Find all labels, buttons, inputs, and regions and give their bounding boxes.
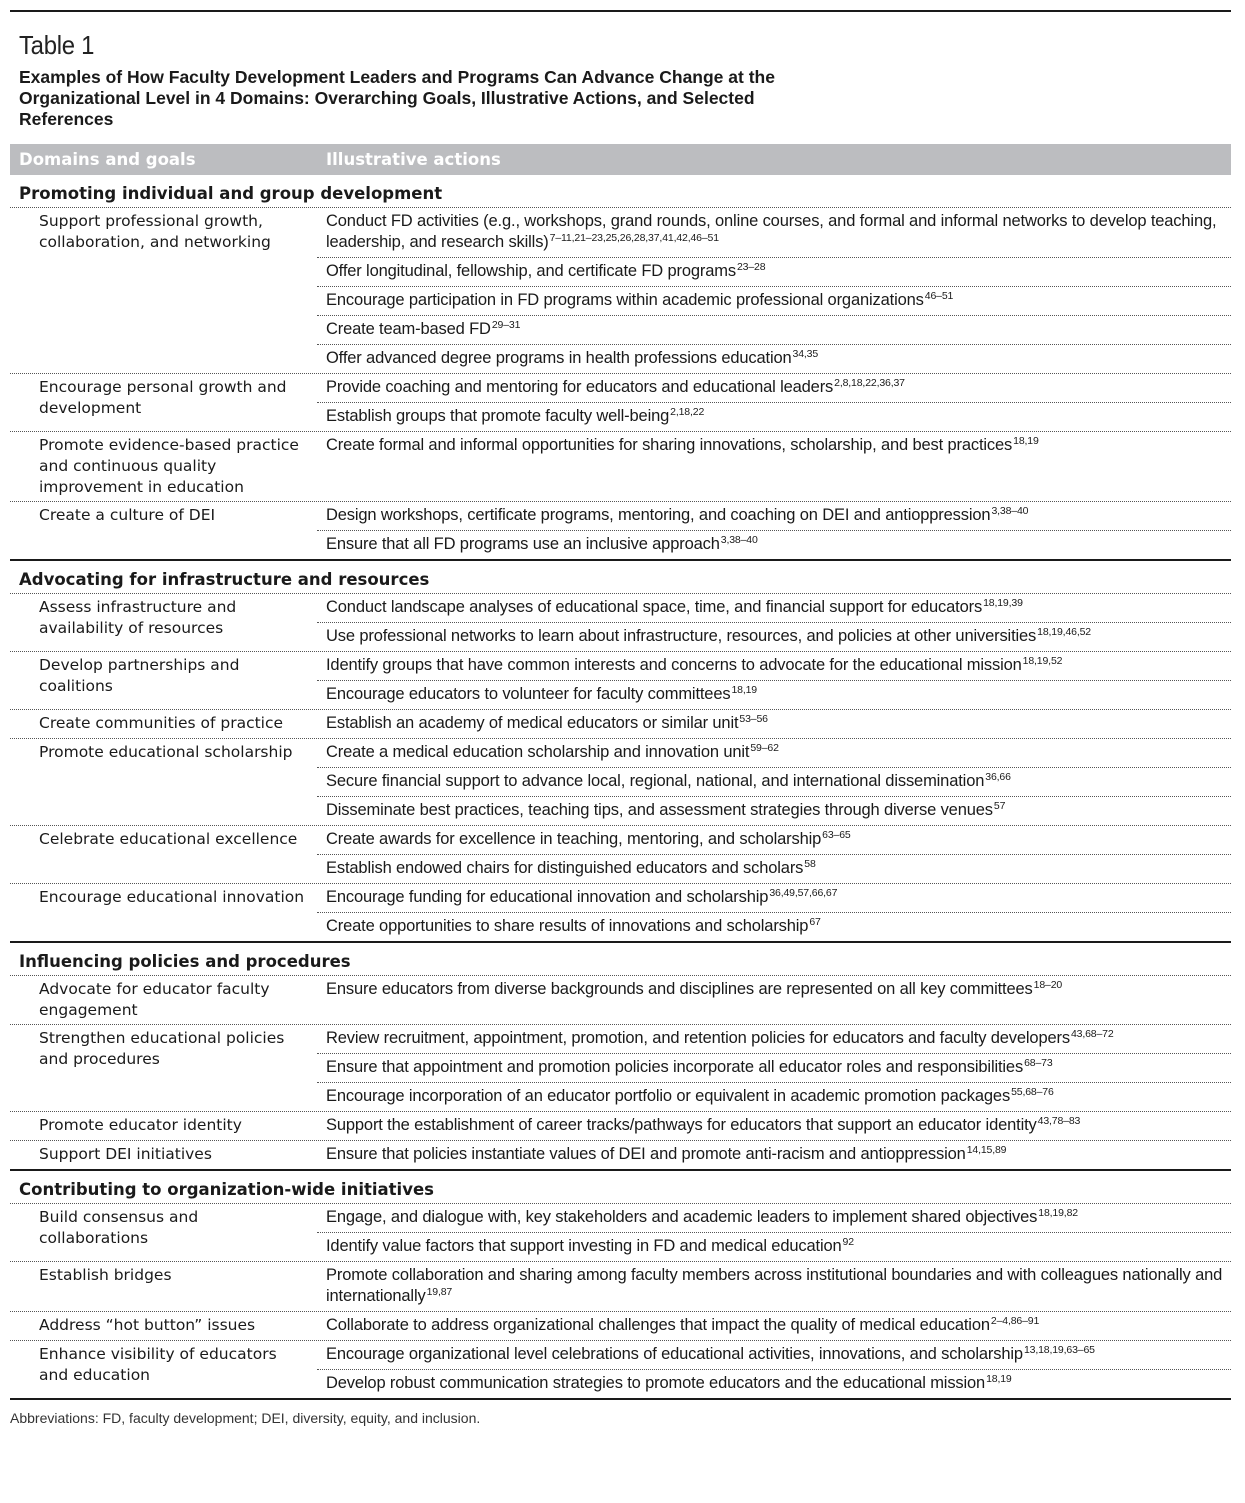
- action-text: Conduct FD activities (e.g., workshops, grand rounds, online courses, and formal and informal networks to develop teaching, leadership, and research skills): [326, 212, 1217, 251]
- goal-label: Create a culture of DEI: [39, 506, 216, 524]
- action-item: [317, 1233, 1231, 1261]
- goal-label: Promote educator identity: [39, 1116, 242, 1134]
- action-text: Secure financial support to advance local, regional, national, and international dissemination: [326, 772, 985, 790]
- action-text: Ensure that appointment and promotion policies incorporate all educator roles and responsibilities: [326, 1058, 1024, 1076]
- table-body: [10, 175, 1231, 1398]
- goal-label: Promote educational scholarship: [39, 743, 293, 761]
- action-text: Establish endowed chairs for distinguished educators and scholars: [326, 859, 804, 877]
- reference-superscript: 7–11,21–23,25,26,28,37,41,42,46–51: [549, 232, 719, 244]
- reference-superscript: 18,19: [731, 684, 757, 696]
- action-item: [317, 345, 1231, 373]
- goal-label: Support professional growth, collaboration, and networking: [39, 212, 271, 251]
- actions-cell: [317, 739, 1231, 825]
- reference-superscript: 2,8,18,22,36,37: [834, 377, 905, 389]
- actions-cell: [317, 1112, 1231, 1140]
- domain-section: [10, 941, 1231, 1169]
- action-item: [317, 913, 1231, 941]
- reference-superscript: 36,49,57,66,67: [769, 887, 838, 899]
- action-item: [317, 432, 1231, 460]
- action-text: Ensure that all FD programs use an inclusive approach: [326, 535, 720, 553]
- action-text: Create formal and informal opportunities for sharing innovations, scholarship, and best practices: [326, 436, 1013, 454]
- action-text: Encourage incorporation of an educator portfolio or equivalent in academic promotion packages: [326, 1087, 1011, 1105]
- reference-superscript: 14,15,89: [966, 1144, 1007, 1156]
- actions-cell: [317, 374, 1231, 431]
- action-text: Conduct landscape analyses of educational space, time, and financial support for educators: [326, 598, 983, 616]
- reference-superscript: 18,19,52: [1022, 655, 1063, 667]
- table-title: Examples of How Faculty Development Leaders and Programs Can Advance Change at the Organizational Level in 4 Domains: Overarching Goals, Illustrative Actions, and Selected References: [19, 67, 775, 129]
- action-text: Promote collaboration and sharing among faculty members across institutional boundaries and with colleagues nationally and internationally: [326, 1266, 1223, 1305]
- goal-label: Strengthen educational policies and procedures: [39, 1029, 285, 1068]
- domain-section: [10, 175, 1231, 559]
- action-text: Collaborate to address organizational challenges that impact the quality of medical education: [326, 1316, 990, 1334]
- action-text: Disseminate best practices, teaching tips, and assessment strategies through diverse venues: [326, 801, 993, 819]
- column-header-actions: Illustrative actions: [326, 150, 501, 169]
- table-row: [10, 710, 1231, 739]
- reference-superscript: 18–20: [1033, 979, 1063, 991]
- actions-cell: [317, 1341, 1231, 1398]
- reference-superscript: 57: [993, 800, 1006, 812]
- goal-label: Celebrate educational excellence: [39, 830, 298, 848]
- actions-cell: [317, 432, 1231, 501]
- domain-heading: Promoting individual and group development: [10, 175, 1231, 208]
- action-item: [317, 652, 1231, 681]
- reference-superscript: 63–65: [822, 829, 851, 841]
- top-rule: [10, 10, 1231, 12]
- table-row: [10, 884, 1231, 941]
- column-header-domains: Domains and goals: [19, 150, 196, 169]
- table-row: [10, 502, 1231, 559]
- table-row: [10, 1312, 1231, 1341]
- reference-superscript: 55,68–76: [1011, 1086, 1054, 1098]
- goal-label: Address “hot button” issues: [39, 1316, 256, 1334]
- table-row: [10, 1341, 1231, 1398]
- goal-label: Support DEI initiatives: [39, 1145, 212, 1163]
- action-item: [317, 1141, 1231, 1169]
- reference-superscript: 18,19,82: [1038, 1207, 1078, 1219]
- action-text: Encourage participation in FD programs within academic professional organizations: [326, 291, 924, 309]
- reference-superscript: 67: [809, 916, 821, 928]
- action-text: Establish groups that promote faculty well-being: [326, 407, 670, 425]
- reference-superscript: 18,19,46,52: [1037, 626, 1091, 638]
- table-row: [10, 739, 1231, 826]
- action-item: [317, 797, 1231, 825]
- table-row: [10, 594, 1231, 652]
- goal-label: Encourage educational innovation: [39, 888, 305, 906]
- action-item: [317, 316, 1231, 345]
- action-item: [317, 855, 1231, 883]
- action-text: Encourage organizational level celebrations of educational activities, innovations, and scholarship: [326, 1345, 1023, 1363]
- actions-cell: [317, 1204, 1231, 1261]
- table-header: [10, 144, 1231, 175]
- reference-superscript: 46–51: [924, 290, 954, 302]
- actions-cell: [317, 208, 1231, 373]
- goal-label: Develop partnerships and coalitions: [39, 656, 240, 695]
- actions-cell: [317, 1141, 1231, 1169]
- actions-cell: [317, 502, 1231, 559]
- action-item: [317, 884, 1231, 913]
- goal-label: Create communities of practice: [39, 714, 284, 732]
- table-row: [10, 432, 1231, 502]
- reference-superscript: 18,19,39: [983, 597, 1023, 609]
- actions-cell: [317, 826, 1231, 883]
- table-row: [10, 1262, 1231, 1312]
- action-item: [317, 502, 1231, 531]
- action-text: Use professional networks to learn about infrastructure, resources, and policies at other universities: [326, 627, 1037, 645]
- action-item: [317, 1025, 1231, 1054]
- action-item: [317, 768, 1231, 797]
- action-text: Provide coaching and mentoring for educators and educational leaders: [326, 378, 834, 396]
- action-text: Offer longitudinal, fellowship, and certificate FD programs: [326, 262, 736, 280]
- action-item: [317, 1312, 1231, 1340]
- reference-superscript: 43,78–83: [1037, 1115, 1081, 1127]
- reference-superscript: 18,19: [1013, 435, 1039, 447]
- action-item: [317, 1112, 1231, 1140]
- goal-label: Advocate for educator faculty engagement: [39, 980, 270, 1019]
- reference-superscript: 43,68–72: [1070, 1028, 1114, 1040]
- action-item: [317, 1083, 1231, 1111]
- table-row: [10, 1112, 1231, 1141]
- reference-superscript: 53–56: [739, 713, 768, 725]
- actions-cell: [317, 1312, 1231, 1340]
- table-row: [10, 652, 1231, 710]
- goal-label: Enhance visibility of educators and education: [39, 1345, 277, 1384]
- footnote: Abbreviations: FD, faculty development; DEI, diversity, equity, and inclusion.: [10, 1410, 481, 1426]
- reference-superscript: 68–73: [1024, 1057, 1053, 1069]
- action-item: [317, 287, 1231, 316]
- bottom-rule: [10, 1398, 1231, 1400]
- domain-heading: Influencing policies and procedures: [10, 943, 1231, 976]
- action-item: [317, 1370, 1231, 1398]
- reference-superscript: 23–28: [736, 261, 766, 273]
- action-text: Create team-based FD: [326, 320, 491, 338]
- action-item: [317, 739, 1231, 768]
- action-item: [317, 623, 1231, 651]
- table-row: [10, 1204, 1231, 1262]
- action-item: [317, 1204, 1231, 1233]
- actions-cell: [317, 884, 1231, 941]
- goal-label: Build consensus and collaborations: [39, 1208, 199, 1247]
- action-text: Identify value factors that support investing in FD and medical education: [326, 1237, 842, 1255]
- action-text: Ensure that policies instantiate values of DEI and promote anti-racism and antioppression: [326, 1145, 966, 1163]
- goal-label: Establish bridges: [39, 1266, 172, 1284]
- action-item: [317, 681, 1231, 709]
- reference-superscript: 2,18,22: [670, 406, 705, 418]
- action-text: Support the establishment of career tracks/pathways for educators that support an educator identity: [326, 1116, 1037, 1134]
- domain-heading: Contributing to organization-wide initiatives: [10, 1171, 1231, 1204]
- action-item: [317, 258, 1231, 287]
- goal-label: Promote evidence-based practice and continuous quality improvement in education: [39, 436, 299, 496]
- table-row: [10, 976, 1231, 1025]
- reference-superscript: 3,38–40: [991, 505, 1029, 517]
- action-item: [317, 208, 1231, 258]
- action-text: Encourage educators to volunteer for faculty committees: [326, 685, 731, 703]
- action-text: Offer advanced degree programs in health professions education: [326, 349, 792, 367]
- action-text: Ensure educators from diverse backgrounds and disciplines are represented on all key committees: [326, 980, 1033, 998]
- table-row: [10, 1025, 1231, 1112]
- table-row: [10, 826, 1231, 884]
- action-item: [317, 531, 1231, 559]
- action-text: Create a medical education scholarship and innovation unit: [326, 743, 750, 761]
- reference-superscript: 34,35: [792, 348, 819, 360]
- action-text: Encourage funding for educational innovation and scholarship: [326, 888, 769, 906]
- reference-superscript: 3,38–40: [720, 534, 758, 546]
- table-row: [10, 208, 1231, 374]
- action-text: Review recruitment, appointment, promotion, and retention policies for educators and faculty developers: [326, 1029, 1070, 1047]
- action-item: [317, 826, 1231, 855]
- actions-cell: [317, 710, 1231, 738]
- reference-superscript: 59–62: [750, 742, 779, 754]
- action-item: [317, 710, 1231, 738]
- action-item: [317, 403, 1231, 431]
- table-container: [10, 10, 1231, 1426]
- actions-cell: [317, 652, 1231, 709]
- goal-label: Encourage personal growth and development: [39, 378, 287, 417]
- action-text: Develop robust communication strategies to promote educators and the educational mission: [326, 1374, 986, 1392]
- action-item: [317, 1341, 1231, 1370]
- table-label: Table 1: [19, 30, 95, 60]
- domain-section: [10, 1169, 1231, 1398]
- action-item: [317, 594, 1231, 623]
- reference-superscript: 92: [842, 1236, 854, 1248]
- reference-superscript: 58: [804, 858, 816, 870]
- action-text: Create awards for excellence in teaching, mentoring, and scholarship: [326, 830, 822, 848]
- action-text: Engage, and dialogue with, key stakeholders and academic leaders to implement shared objectives: [326, 1208, 1038, 1226]
- action-item: [317, 976, 1231, 1004]
- reference-superscript: 13,18,19,63–65: [1023, 1344, 1095, 1356]
- action-text: Establish an academy of medical educators or similar unit: [326, 714, 739, 732]
- actions-cell: [317, 1262, 1231, 1311]
- action-text: Design workshops, certificate programs, mentoring, and coaching on DEI and antioppression: [326, 506, 991, 524]
- domain-section: [10, 559, 1231, 941]
- actions-cell: [317, 1025, 1231, 1111]
- actions-cell: [317, 594, 1231, 651]
- reference-superscript: 36,66: [985, 771, 1011, 783]
- table-row: [10, 1141, 1231, 1169]
- action-item: [317, 1054, 1231, 1083]
- action-text: Identify groups that have common interests and concerns to advocate for the educational mission: [326, 656, 1022, 674]
- action-item: [317, 1262, 1231, 1311]
- domain-heading: Advocating for infrastructure and resources: [10, 561, 1231, 594]
- action-item: [317, 374, 1231, 403]
- reference-superscript: 29–31: [491, 319, 521, 331]
- reference-superscript: 19,87: [426, 1286, 453, 1298]
- goal-label: Assess infrastructure and availability of resources: [39, 598, 237, 637]
- actions-cell: [317, 976, 1231, 1024]
- reference-superscript: 18,19: [986, 1373, 1012, 1385]
- reference-superscript: 2–4,86–91: [990, 1315, 1040, 1327]
- action-text: Create opportunities to share results of innovations and scholarship: [326, 917, 809, 935]
- table-row: [10, 374, 1231, 432]
